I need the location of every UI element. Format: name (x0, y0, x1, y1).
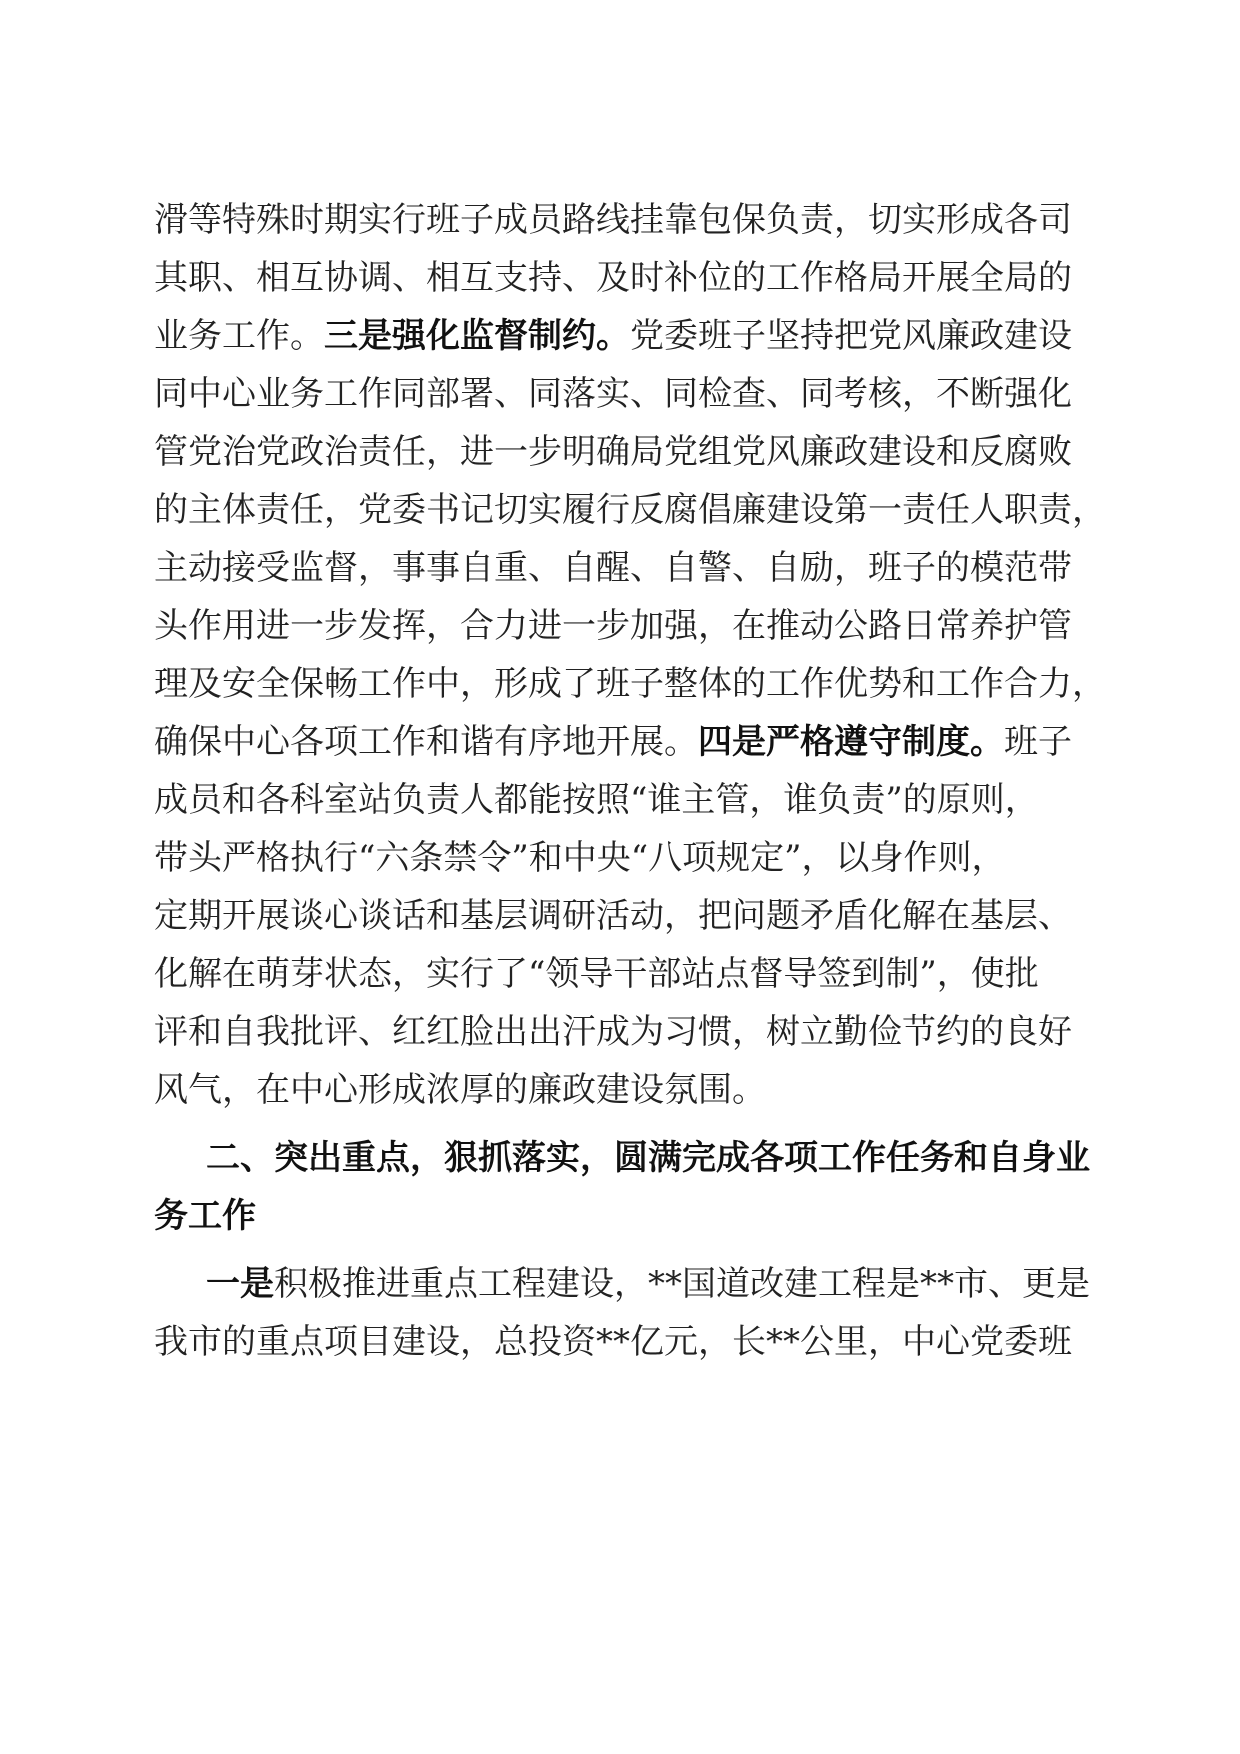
text-line: 化解在萌芽状态，实行了“领导干部站点督导签到制”，使批 (154, 954, 1039, 994)
text-run: 业务工作。 (154, 316, 324, 356)
text-line (206, 1259, 1090, 1309)
text-line: 管党治党政治责任，进一步明确局党组党风廉政建设和反腐败 (154, 432, 1072, 472)
text-line: 定期开展谈心谈话和基层调研活动，把问题矛盾化解在基层、 (154, 896, 1072, 936)
text-line: 评和自我批评、红红脸出出汗成为习惯，树立勤俭节约的良好 (154, 1012, 1072, 1052)
text-run: 党委班子坚持把党风廉政建设 (630, 316, 1072, 356)
text-line: 理及安全保畅工作中，形成了班子整体的工作优势和工作合力， (154, 664, 1106, 704)
text-line (154, 717, 1072, 767)
text-line: 主动接受监督，事事自重、自醒、自警、自励，班子的模范带 (154, 548, 1072, 588)
text-line: 其职、相互协调、相互支持、及时补位的工作格局开展全局的 (154, 258, 1072, 298)
section-heading: 二、突出重点，狠抓落实，圆满完成各项工作任务和自身业 (206, 1138, 1090, 1178)
text-line: 滑等特殊时期实行班子成员路线挂靠包保负责，切实形成各司 (154, 200, 1072, 240)
bold-lead-phrase: 一是 (206, 1264, 274, 1304)
text-line: 成员和各科室站负责人都能按照“谁主管，谁负责”的原则， (154, 780, 1039, 820)
text-run: 班子 (1004, 722, 1072, 762)
text-line: 的主体责任，党委书记切实履行反腐倡廉建设第一责任人职责， (154, 490, 1106, 530)
bold-lead-phrase: 四是严格遵守制度。 (698, 722, 1004, 762)
text-line: 头作用进一步发挥，合力进一步加强，在推动公路日常养护管 (154, 606, 1072, 646)
text-line: 同中心业务工作同部署、同落实、同检查、同考核，不断强化 (154, 374, 1072, 414)
section-heading: 务工作 (154, 1196, 256, 1236)
text-line: 带头严格执行“六条禁令”和中央“八项规定”，以身作则， (154, 838, 1006, 878)
text-line (154, 311, 1072, 361)
text-line: 我市的重点项目建设，总投资**亿元，长**公里，中心党委班 (154, 1322, 1072, 1362)
bold-lead-phrase: 三是强化监督制约。 (324, 316, 630, 356)
text-run: 确保中心各项工作和谐有序地开展。 (154, 722, 698, 762)
text-line: 风气，在中心形成浓厚的廉政建设氛围。 (154, 1070, 766, 1110)
text-run: 积极推进重点工程建设，**国道改建工程是**市、更是 (274, 1264, 1090, 1304)
